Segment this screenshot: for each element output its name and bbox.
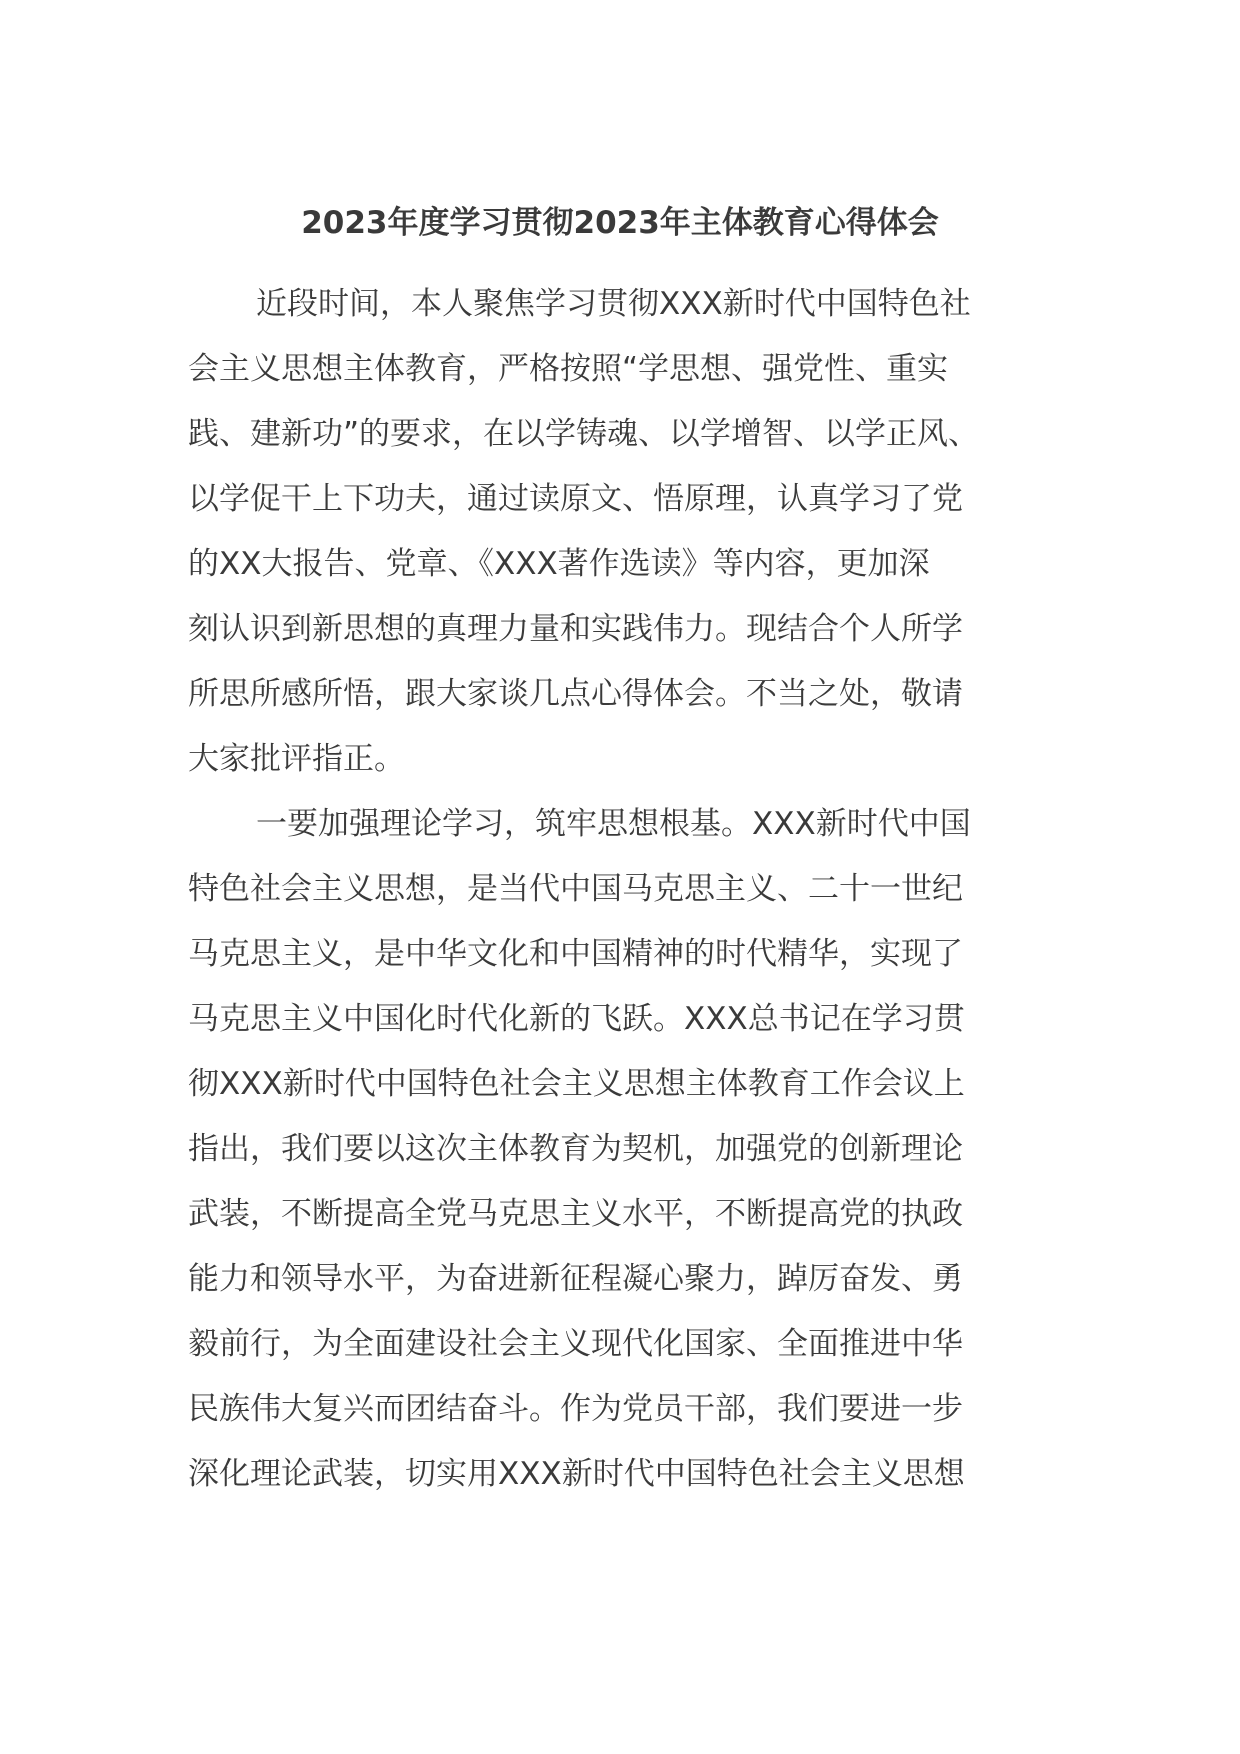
text-line: 武装，不断提高全党马克思主义水平，不断提高党的执政 — [188, 1196, 963, 1232]
text-line: 践、建新功”的要求，在以学铸魂、以学增智、以学正风、 — [188, 416, 980, 452]
paragraph-2 — [188, 792, 1054, 1507]
document-body — [188, 272, 1054, 1507]
document-title: 2023年度学习贯彻2023年主体教育心得体会 — [301, 205, 939, 241]
text-line: 的XX大报告、党章、《XXX著作选读》等内容，更加深 — [188, 546, 930, 582]
text-line: 刻认识到新思想的真理力量和实践伟力。现结合个人所学 — [188, 611, 963, 647]
paragraph-1 — [188, 272, 1054, 792]
text-line: 所思所感所悟，跟大家谈几点心得体会。不当之处，敬请 — [188, 676, 963, 712]
text-line: 特色社会主义思想，是当代中国马克思主义、二十一世纪 — [188, 871, 963, 907]
text-line: 深化理论武装，切实用XXX新时代中国特色社会主义思想 — [188, 1456, 965, 1492]
text-line: 毅前行，为全面建设社会主义现代化国家、全面推进中华 — [188, 1326, 963, 1362]
text-line: 马克思主义，是中华文化和中国精神的时代精华，实现了 — [188, 936, 963, 972]
text-line: 以学促干上下功夫，通过读原文、悟原理，认真学习了党 — [188, 481, 963, 517]
text-line: 一要加强理论学习，筑牢思想根基。XXX新时代中国 — [256, 806, 971, 842]
text-line: 会主义思想主体教育，严格按照“学思想、强党性、重实 — [188, 351, 949, 387]
text-line: 马克思主义中国化时代化新的飞跃。XXX总书记在学习贯 — [188, 1001, 965, 1037]
text-line: 指出，我们要以这次主体教育为契机，加强党的创新理论 — [188, 1131, 963, 1167]
text-line: 近段时间，本人聚焦学习贯彻XXX新时代中国特色社 — [256, 286, 971, 322]
text-line: 能力和领导水平，为奋进新征程凝心聚力，踔厉奋发、勇 — [188, 1261, 963, 1297]
text-line: 大家批评指正。 — [188, 741, 405, 777]
text-line: 民族伟大复兴而团结奋斗。作为党员干部，我们要进一步 — [188, 1391, 963, 1427]
text-line: 彻XXX新时代中国特色社会主义思想主体教育工作会议上 — [188, 1066, 965, 1102]
